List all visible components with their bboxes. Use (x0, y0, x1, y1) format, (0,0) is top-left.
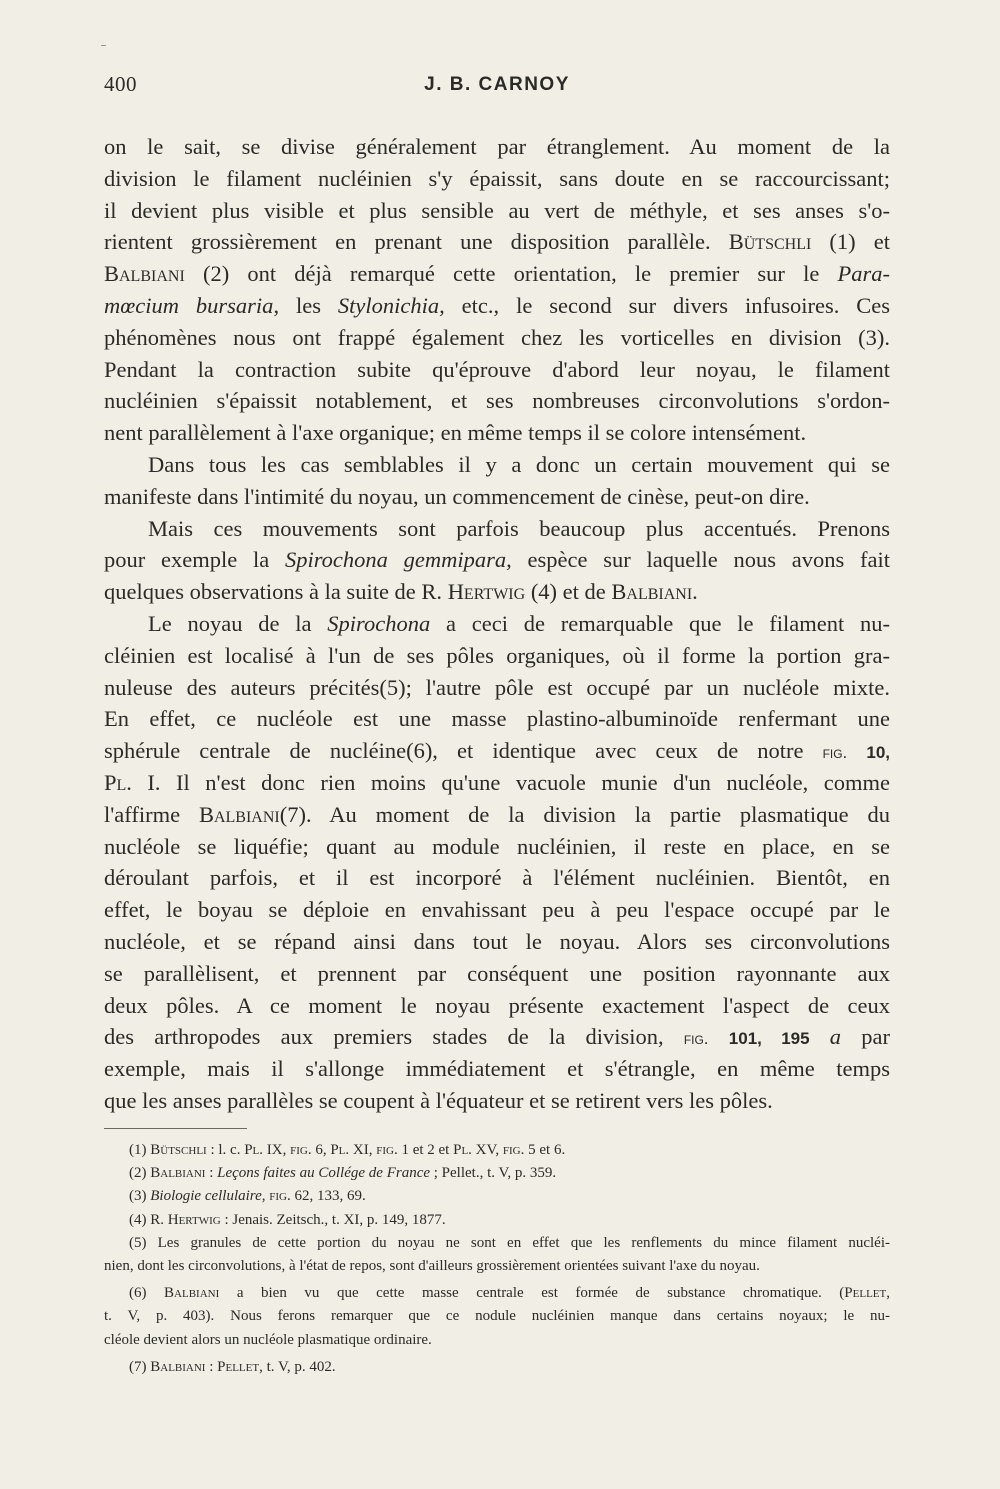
text-run: (1) (129, 1142, 151, 1158)
text-line: Mais ces mouvements sont parfois beaucoup plus accentués. Prenons (148, 515, 890, 541)
text-line: il devient plus visible et plus sensible au vert de méthyle, et ses anses s'o- (104, 197, 890, 223)
text-run: (1) et (811, 229, 890, 255)
footnote-5: (5) Les granules de cette portion du noyau ne sont en effet que les renflements du mince filament nucléi- (129, 1234, 890, 1251)
text-line (104, 258, 890, 290)
text-line: nucléole se liquéfie; quant au module nucléinien, il reste en place, en se (104, 833, 890, 859)
footnote-7 (104, 1356, 890, 1379)
text-line (104, 608, 890, 640)
author-name: Bütschli (728, 229, 812, 255)
text-run: (2) ont déjà remarqué cette orientation, le premier sur le (184, 261, 838, 287)
text-line: nuleuse des auteurs précités(5); l'autre pôle est occupé par un nucléole mixte. (104, 674, 890, 700)
footnote-1 (104, 1139, 890, 1162)
text-line: En effet, ce nucléole est une masse plastino-albuminoïde renfermant une (104, 706, 890, 732)
text-line: nent parallèlement à l'axe organique; en même temps il se colore intensément. (104, 420, 807, 446)
footnote-6-cont: cléole devient alors un nucléole plasmatique ordinaire. (104, 1331, 432, 1348)
figure-ref: fig. (502, 1142, 525, 1158)
figure-ref: fig. (290, 1142, 312, 1158)
figure-ref: fig. (269, 1188, 291, 1205)
footnote-4 (104, 1209, 890, 1232)
figure-number: 101, 195 (728, 1029, 810, 1049)
footnote-6 (104, 1282, 890, 1305)
species-name: Stylonichia, (337, 292, 445, 318)
plate-ref: Pl. (330, 1142, 350, 1158)
text-line (104, 767, 890, 799)
text-run: des arthropodes aux premiers stades de la division, (104, 1024, 684, 1050)
text-run: a ceci de remarquable que le filament nu- (430, 610, 890, 636)
text-run: quelques observations à la suite de R. (104, 579, 448, 605)
text-line: cléinien est localisé à l'un de ses pôles organiques, où il forme la portion gra- (104, 642, 890, 668)
footnote-3 (104, 1185, 890, 1208)
text-run: ; Pellet., t. V, p. 359. (430, 1165, 557, 1182)
text-run: XI, (349, 1142, 377, 1158)
work-title: Leçons faites au Collége de France (217, 1165, 431, 1182)
plate-ref: Pl. (453, 1142, 472, 1158)
text-run: Le noyau de la (148, 610, 328, 636)
page-number: 400 (104, 72, 137, 96)
text-run: : (205, 1165, 218, 1182)
text-run: (2) (129, 1165, 151, 1182)
text-run: (7). Au moment de la division la partie plasmatique du (279, 801, 890, 827)
text-run: 6, (311, 1142, 331, 1158)
text-line: deux pôles. A ce moment le noyau présente exactement l'aspect de ceux (104, 992, 890, 1018)
text-run: a bien vu que cette masse centrale est formée de substance chromatique. ( (219, 1285, 845, 1302)
text-run: , les (273, 292, 338, 318)
text-line: Dans tous les cas semblables il y a donc un certain mouvement qui se (148, 451, 890, 477)
text-line: effet, le boyau se déploie en envahissant peu à peu l'espace occupé par le (104, 897, 890, 923)
text-run: I. Il n'est donc rien moins qu'une vacuole munie d'un nucléole, comme (131, 769, 890, 795)
species-name: Spirochona gemmipara, (284, 547, 512, 573)
text-run (709, 1024, 729, 1049)
species-name: mœcium bursaria (104, 292, 274, 318)
text-run: (3) (129, 1188, 151, 1205)
text-run: pour exemple la (104, 547, 285, 573)
text-run (810, 1024, 830, 1049)
figure-letter: a (829, 1024, 842, 1050)
page-speck (101, 45, 106, 46)
text-line: on le sait, se divise généralement par étranglement. Au moment de la (104, 134, 890, 159)
text-line (104, 735, 890, 767)
page-header (104, 72, 890, 102)
text-line: Pendant la contraction subite qu'éprouve d'abord leur noyau, le filament (104, 356, 890, 382)
running-head: J. B. CARNOY (424, 74, 570, 95)
text-run: l'affirme (104, 801, 199, 827)
text-run: (6) (129, 1285, 165, 1302)
plate-ref: Pl. (104, 769, 132, 795)
text-run: par (841, 1024, 891, 1050)
text-run: : (205, 1358, 218, 1375)
text-run: IX, (263, 1142, 291, 1158)
author-name: Pellet (217, 1358, 260, 1375)
footnote-2 (104, 1162, 890, 1185)
text-run: 1 et 2 et (397, 1142, 454, 1158)
text-line: nucléinien s'épaissit notablement, et ses nombreuses circonvolutions s'ordon- (104, 388, 890, 414)
text-line: se parallèlisent, et prennent par conséquent une position rayonnante aux (104, 960, 890, 986)
text-line: exemple, mais il s'allonge immédiatement et s'étrangle, en même temps (104, 1056, 890, 1082)
text-line: déroulant parfois, et il est incorporé à l'élément nucléinien. Bientôt, en (104, 865, 890, 891)
footnotes (104, 1139, 890, 1379)
text-line (104, 799, 890, 831)
text-run: rientent grossièrement en prenant une disposition parallèle. (104, 229, 729, 255)
author-name: Balbiani (150, 1358, 206, 1375)
text-line (104, 544, 890, 576)
text-line: que les anses parallèles se coupent à l'équateur et se retirent vers les pôles. (104, 1087, 773, 1113)
text-line (104, 1021, 890, 1053)
text-run: XV, (471, 1142, 503, 1158)
author-name: Balbiani (104, 261, 185, 287)
author-name: Balbiani (198, 801, 280, 827)
text-run: , t. V, p. 402. (259, 1358, 336, 1375)
text-run: (4) et de (525, 579, 612, 605)
author-name: Hertwig (167, 1211, 221, 1228)
figure-ref: fig. (822, 743, 848, 763)
body-text (104, 131, 890, 1117)
text-line: phénomènes nous ont frappé également chez les vorticelles en division (3). (104, 324, 890, 350)
text-run: etc., le second sur divers infusoires. Ces (444, 292, 890, 318)
author-name: Pellet, (844, 1285, 890, 1302)
figure-ref: fig. (376, 1142, 398, 1158)
text-run: 62, 133, 69. (290, 1188, 366, 1205)
text-run (847, 738, 866, 763)
text-line (104, 290, 890, 322)
text-line: manifeste dans l'intimité du noyau, un commencement de cinèse, peut-on dire. (104, 483, 810, 509)
text-run: : Jenais. Zeitsch., t. XI, p. 149, 1877. (220, 1211, 446, 1228)
author-name: Bütschli (150, 1142, 207, 1158)
footnote-rule (104, 1128, 247, 1129)
figure-ref: fig. (683, 1029, 709, 1049)
text-run: : l. c. (206, 1142, 245, 1158)
species-name: Para- (837, 261, 890, 287)
work-title: Biologie cellulaire, (150, 1188, 266, 1205)
text-line: division le filament nucléinien s'y épaissit, sans doute en se raccourcissant; (104, 165, 890, 191)
author-name: Balbiani (150, 1165, 206, 1182)
text-line (104, 576, 890, 608)
author-name: Hertwig (447, 579, 526, 605)
figure-number: 10, (866, 743, 891, 763)
text-run: espèce sur laquelle nous avons fait (511, 547, 890, 573)
text-run: (7) (129, 1358, 151, 1375)
text-run: 5 et 6. (524, 1142, 566, 1158)
text-run: sphérule centrale de nucléine(6), et identique avec ceux de notre (104, 738, 823, 764)
footnote-6-cont: t. V, p. 403). Nous ferons remarquer que ce nodule nucléinien manque dans certains noyaux; le nu- (104, 1308, 890, 1325)
plate-ref: Pl. (244, 1142, 264, 1158)
author-name: Balbiani (164, 1285, 220, 1302)
text-line (104, 226, 890, 258)
text-line: nucléole, et se répand ainsi dans tout le noyau. Alors ses circonvolutions (104, 928, 890, 954)
species-name: Spirochona (327, 610, 431, 636)
footnote-5-cont: nien, dont les circonvolutions, à l'état de repos, sont d'ailleurs grossièrement orientées suivant l'axe du noyau. (104, 1257, 760, 1274)
author-name: Balbiani. (611, 579, 698, 605)
text-run: (4) R. (129, 1211, 168, 1228)
